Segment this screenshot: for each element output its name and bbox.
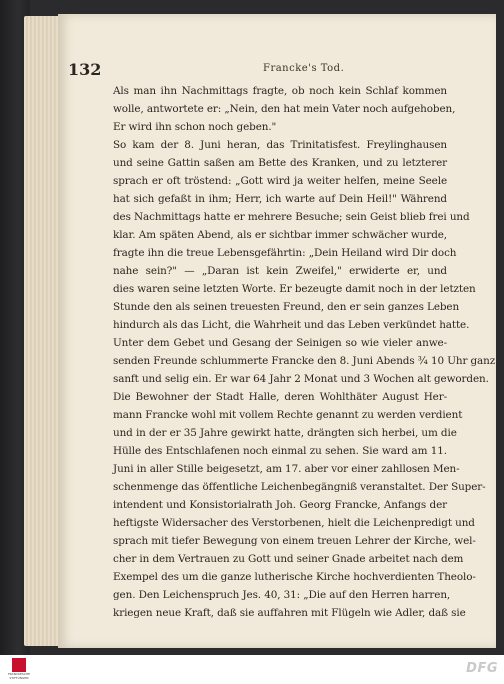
stiftungen-logo-icon [12,658,26,672]
text-line: hindurch als das Licht, die Wahrheit und das Leben verkündet hatte. [113,319,470,331]
text-line: dies waren seine letzten Worte. Er bezeugte damit noch in der letzten [113,283,476,295]
text-line: Stunde den als seinen treuesten Freund, den er sein ganzes Leben [113,301,460,313]
viewer-footer [0,655,504,684]
text-line: klar. Am späten Abend, als er sichtbar immer schwächer wurde, [113,229,447,241]
text-line: heftigste Widersacher des Verstorbenen, hielt die Leichenpredigt und [113,517,475,529]
page-header [68,60,448,78]
page-number: 132 [68,60,102,79]
text-line: sanft und selig ein. Er war 64 Jahr 2 Monat und 3 Wochen alt geworden. [113,373,489,385]
text-line: Exempel des um die ganze lutherische Kirche hochverdienten Theolo- [113,571,476,583]
text-line: sprach er oft tröstend: „Gott wird ja weiter helfen, meine Seele [113,175,447,187]
text-line: senden Freunde schlummerte Francke den 8. Juni Abends ¾ 10 Uhr ganz [113,355,496,367]
text-line: Die Bewohner der Stadt Halle, deren Wohlthäter August Her- [113,391,447,403]
text-line: schenmenge das öffentliche Leichenbegängniß veranstaltet. Der Super- [113,481,486,493]
text-line: nahe sein?" — „Daran ist kein Zweifel," erwiderte er, und [113,265,447,277]
text-line: So kam der 8. Juni heran, das Trinitatisfest. Freylinghausen [113,139,447,151]
text-line: kriegen neue Kraft, daß sie auffahren mit Flügeln wie Adler, daß sie [113,607,466,619]
text-line: Unter dem Gebet und Gesang der Seinigen so wie vieler anwe- [113,337,447,349]
text-line: Er wird ihn schon noch geben." [113,121,277,133]
text-line: wolle, antwortete er: „Nein, den hat mein Vater noch aufgehoben, [113,103,456,115]
text-line: des Nachmittags hatte er mehrere Besuche; sein Geist blieb frei und [113,211,470,223]
text-line: hat sich gefaßt in ihm; Herr, ich warte auf Dein Heil!" Während [113,193,447,205]
running-title: Francke's Tod. [263,63,345,74]
text-line: fragte ihn die treue Lebensgefährtin: „Dein Heiland wird Dir doch [113,247,457,259]
text-line: Hülle des Entschlafenen noch einmal zu sehen. Sie ward am 11. [113,445,447,457]
stiftungen-logo [4,658,34,682]
dfg-logo: DFG [466,661,498,676]
text-line: cher in dem Vertrauen zu Gott und seiner Gnade arbeitet nach dem [113,553,464,565]
text-line: Juni in aller Stille beigesetzt, am 17. aber vor einer zahllosen Men- [113,463,460,475]
text-line: mann Francke wohl mit vollem Rechte genannt zu werden verdient [113,409,463,421]
stiftungen-logo-text: FRANCKESCHE STIFTUNGEN [7,672,31,680]
text-line: intendent und Konsistorialrath Joh. Georg Francke, Anfangs der [113,499,447,511]
text-line: und in der er 35 Jahre gewirkt hatte, drängten sich herbei, um die [113,427,457,439]
body-text [113,82,496,622]
text-line: und seine Gattin saßen am Bette des Kranken, und zu letzterer [113,157,447,169]
text-line: gen. Den Leichenspruch Jes. 40, 31: „Die auf den Herren harren, [113,589,451,601]
text-line: sprach mit tiefer Bewegung von einem treuen Lehrer der Kirche, wel- [113,535,476,547]
text-line: Als man ihn Nachmittags fragte, ob noch kein Schlaf kommen [113,85,447,97]
